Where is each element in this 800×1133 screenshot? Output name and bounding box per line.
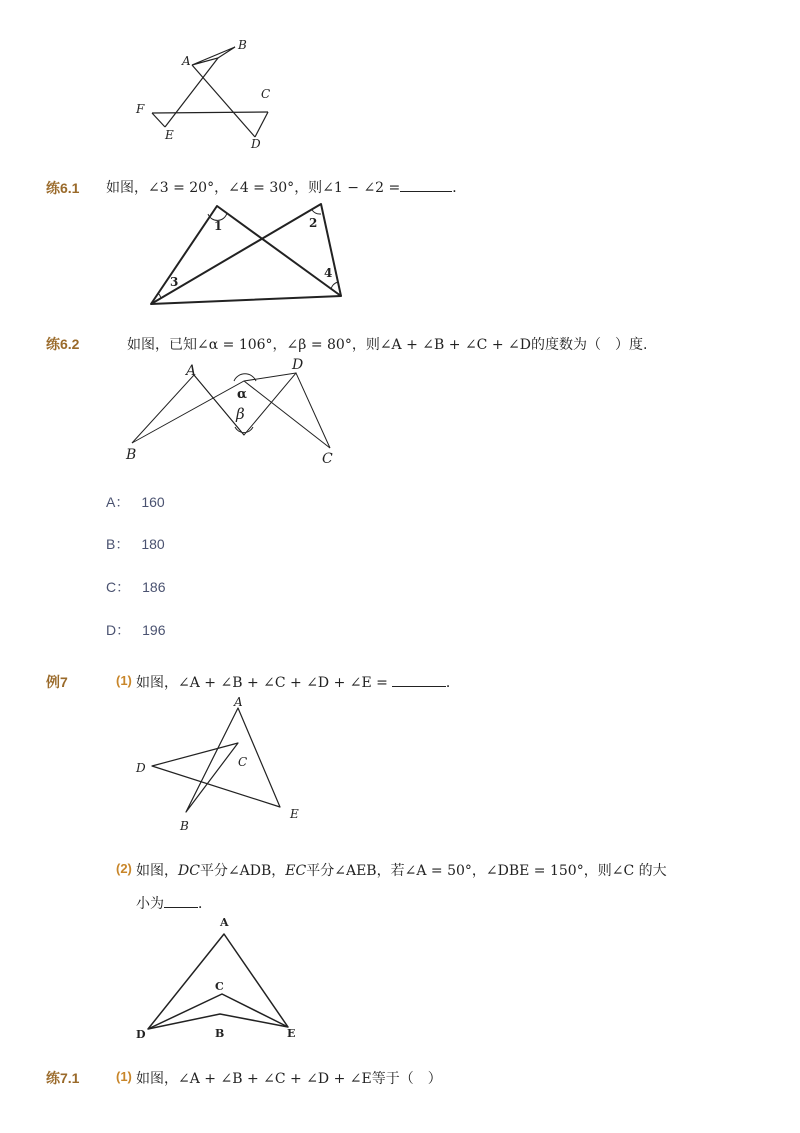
- ex7-p2-t5: 的大: [634, 863, 667, 879]
- fig-ex7-p2-label-c: C: [215, 980, 224, 993]
- q62-mid: ，则: [351, 337, 380, 353]
- q62-option-d-letter: D：: [106, 622, 131, 638]
- ex7-p2-sep2: ，: [471, 863, 486, 879]
- q62-option-c-value: 186: [142, 579, 166, 595]
- q62-option-a[interactable]: [106, 492, 165, 512]
- ex7-p2-dc: DC: [178, 863, 200, 879]
- figure-ex7-p1: [130, 692, 310, 837]
- q62-prefix: 如图，已知: [127, 337, 197, 353]
- figure-q62: [120, 355, 350, 470]
- fig-ex7-p2-label-b: B: [215, 1027, 225, 1040]
- ex7-p2-end: ．: [198, 896, 212, 912]
- q71-expr: ∠A + ∠B + ∠C + ∠D + ∠E: [178, 1071, 372, 1087]
- fig-q62-label-d: D: [292, 357, 304, 373]
- fig-q61-label-1: 1: [214, 219, 223, 233]
- ex7-p2-cond-dbe: ∠DBE = 150°: [485, 863, 584, 879]
- q71-prefix: 如图，: [136, 1071, 178, 1087]
- q62-question: [127, 334, 647, 354]
- fig-top-label-c: C: [261, 87, 271, 101]
- ex7-p2-sep1: ，: [271, 863, 286, 879]
- q62-sep: ，: [272, 337, 287, 353]
- figure-q61: [145, 200, 355, 310]
- q61-prefix: 如图，: [106, 180, 148, 196]
- q61-cond1: ∠3 = 20°: [148, 180, 215, 196]
- ex7-p2-ang-c: ∠C: [611, 863, 635, 879]
- q62-option-a-letter: A：: [106, 494, 130, 510]
- q61-cond2: ∠4 = 30°: [228, 180, 295, 196]
- ex7-p2-num: (2): [116, 861, 132, 876]
- q62-option-d-value: 196: [142, 622, 166, 638]
- fig-top-label-b: B: [238, 38, 247, 52]
- fig-top-segment-fc: [152, 112, 268, 113]
- ex7-p1-num: (1): [116, 673, 132, 688]
- fig-q61-label-4: 4: [324, 266, 333, 280]
- ex7-p2-t2: 平分: [306, 863, 335, 879]
- q62-option-b-letter: B：: [106, 536, 130, 552]
- fig-q62-label-beta: β: [236, 405, 245, 423]
- ex7-p1-end: ．: [445, 675, 460, 691]
- q61-end: ．: [452, 180, 467, 196]
- fig-q62-label-alpha: α: [237, 387, 248, 402]
- fig-top-label-e: E: [165, 128, 174, 142]
- q62-tag: 练6.2: [46, 336, 80, 352]
- fig-ex7-p1-label-c: C: [238, 755, 248, 769]
- ex7-p2-answer-blank[interactable]: [164, 893, 198, 908]
- fig-top-label-a: A: [182, 54, 191, 68]
- ex7-p2-t3: ，若: [376, 863, 405, 879]
- fig-ex7-p1-label-b: B: [180, 819, 189, 833]
- ex7-p2-cond-a: ∠A = 50°: [404, 863, 472, 879]
- ex7-p1-question: [136, 672, 460, 692]
- ex7-p2-t1: 平分: [199, 863, 228, 879]
- q62-option-b[interactable]: [106, 534, 165, 554]
- q62-option-c[interactable]: [106, 577, 165, 597]
- q61-sep: ，: [214, 180, 229, 196]
- q71-question: [136, 1068, 442, 1088]
- fig-ex7-p1-label-e: E: [290, 807, 299, 821]
- q62-option-b-value: 180: [141, 536, 165, 552]
- fig-top-label-f: F: [136, 102, 145, 116]
- fig-top-label-d: D: [251, 137, 261, 151]
- ex7-p2-ec: EC: [285, 863, 307, 879]
- q61-mid: ，则: [294, 180, 323, 196]
- fig-q62-label-a: A: [186, 363, 197, 379]
- ex7-p1-expr: ∠A + ∠B + ∠C + ∠D + ∠E =: [178, 675, 388, 691]
- ex7-p2-prefix: 如图，: [136, 863, 178, 879]
- q61-expr: ∠1 − ∠2 =: [322, 180, 401, 196]
- fig-ex7-p1-label-d: D: [136, 761, 146, 775]
- q62-expr: ∠A + ∠B + ∠C + ∠D: [379, 337, 531, 353]
- figure-top: [130, 35, 290, 155]
- q71-suffix: 等于（ ）: [371, 1071, 442, 1087]
- q61-question: [106, 177, 466, 197]
- ex7-p2-line2-text: 小为: [136, 896, 164, 912]
- q71-num: (1): [116, 1069, 132, 1084]
- q62-option-c-letter: C：: [106, 579, 131, 595]
- fig-ex7-p2-label-d: D: [136, 1028, 146, 1041]
- q61-tag: 练6.1: [46, 180, 80, 196]
- fig-q62-label-b: B: [126, 447, 137, 463]
- q62-option-d[interactable]: [106, 620, 165, 640]
- ex7-p1-answer-blank[interactable]: [392, 672, 446, 687]
- fig-ex7-p2-label-e: E: [287, 1027, 296, 1040]
- q62-suffix: 的度数为（ ）度.: [530, 337, 648, 353]
- fig-q61-label-3: 3: [170, 275, 179, 289]
- ex7-p1-prefix: 如图，: [136, 675, 178, 691]
- ex7-p2-question: [136, 860, 667, 880]
- ex7-p2-t4: ，则: [583, 863, 612, 879]
- fig-q62-label-c: C: [322, 451, 333, 467]
- fig-top-shape-abe: [192, 47, 235, 65]
- figure-ex7-p2: [130, 912, 310, 1042]
- q62-cond2: ∠β = 80°: [286, 337, 352, 353]
- q62-cond1: ∠α = 106°: [197, 337, 273, 353]
- fig-q61-label-2: 2: [309, 216, 318, 230]
- q61-answer-blank[interactable]: [400, 177, 452, 192]
- ex7-tag: 例7: [46, 674, 68, 690]
- ex7-p2-adb: ∠ADB: [227, 863, 272, 879]
- fig-ex7-p1-label-a: A: [234, 695, 243, 709]
- q71-tag: 练7.1: [46, 1070, 80, 1086]
- fig-ex7-p2-label-a: A: [220, 916, 229, 929]
- q62-option-a-value: 160: [141, 494, 165, 510]
- ex7-p2-line2: [136, 893, 212, 913]
- ex7-p2-aeb: ∠AEB: [334, 863, 377, 879]
